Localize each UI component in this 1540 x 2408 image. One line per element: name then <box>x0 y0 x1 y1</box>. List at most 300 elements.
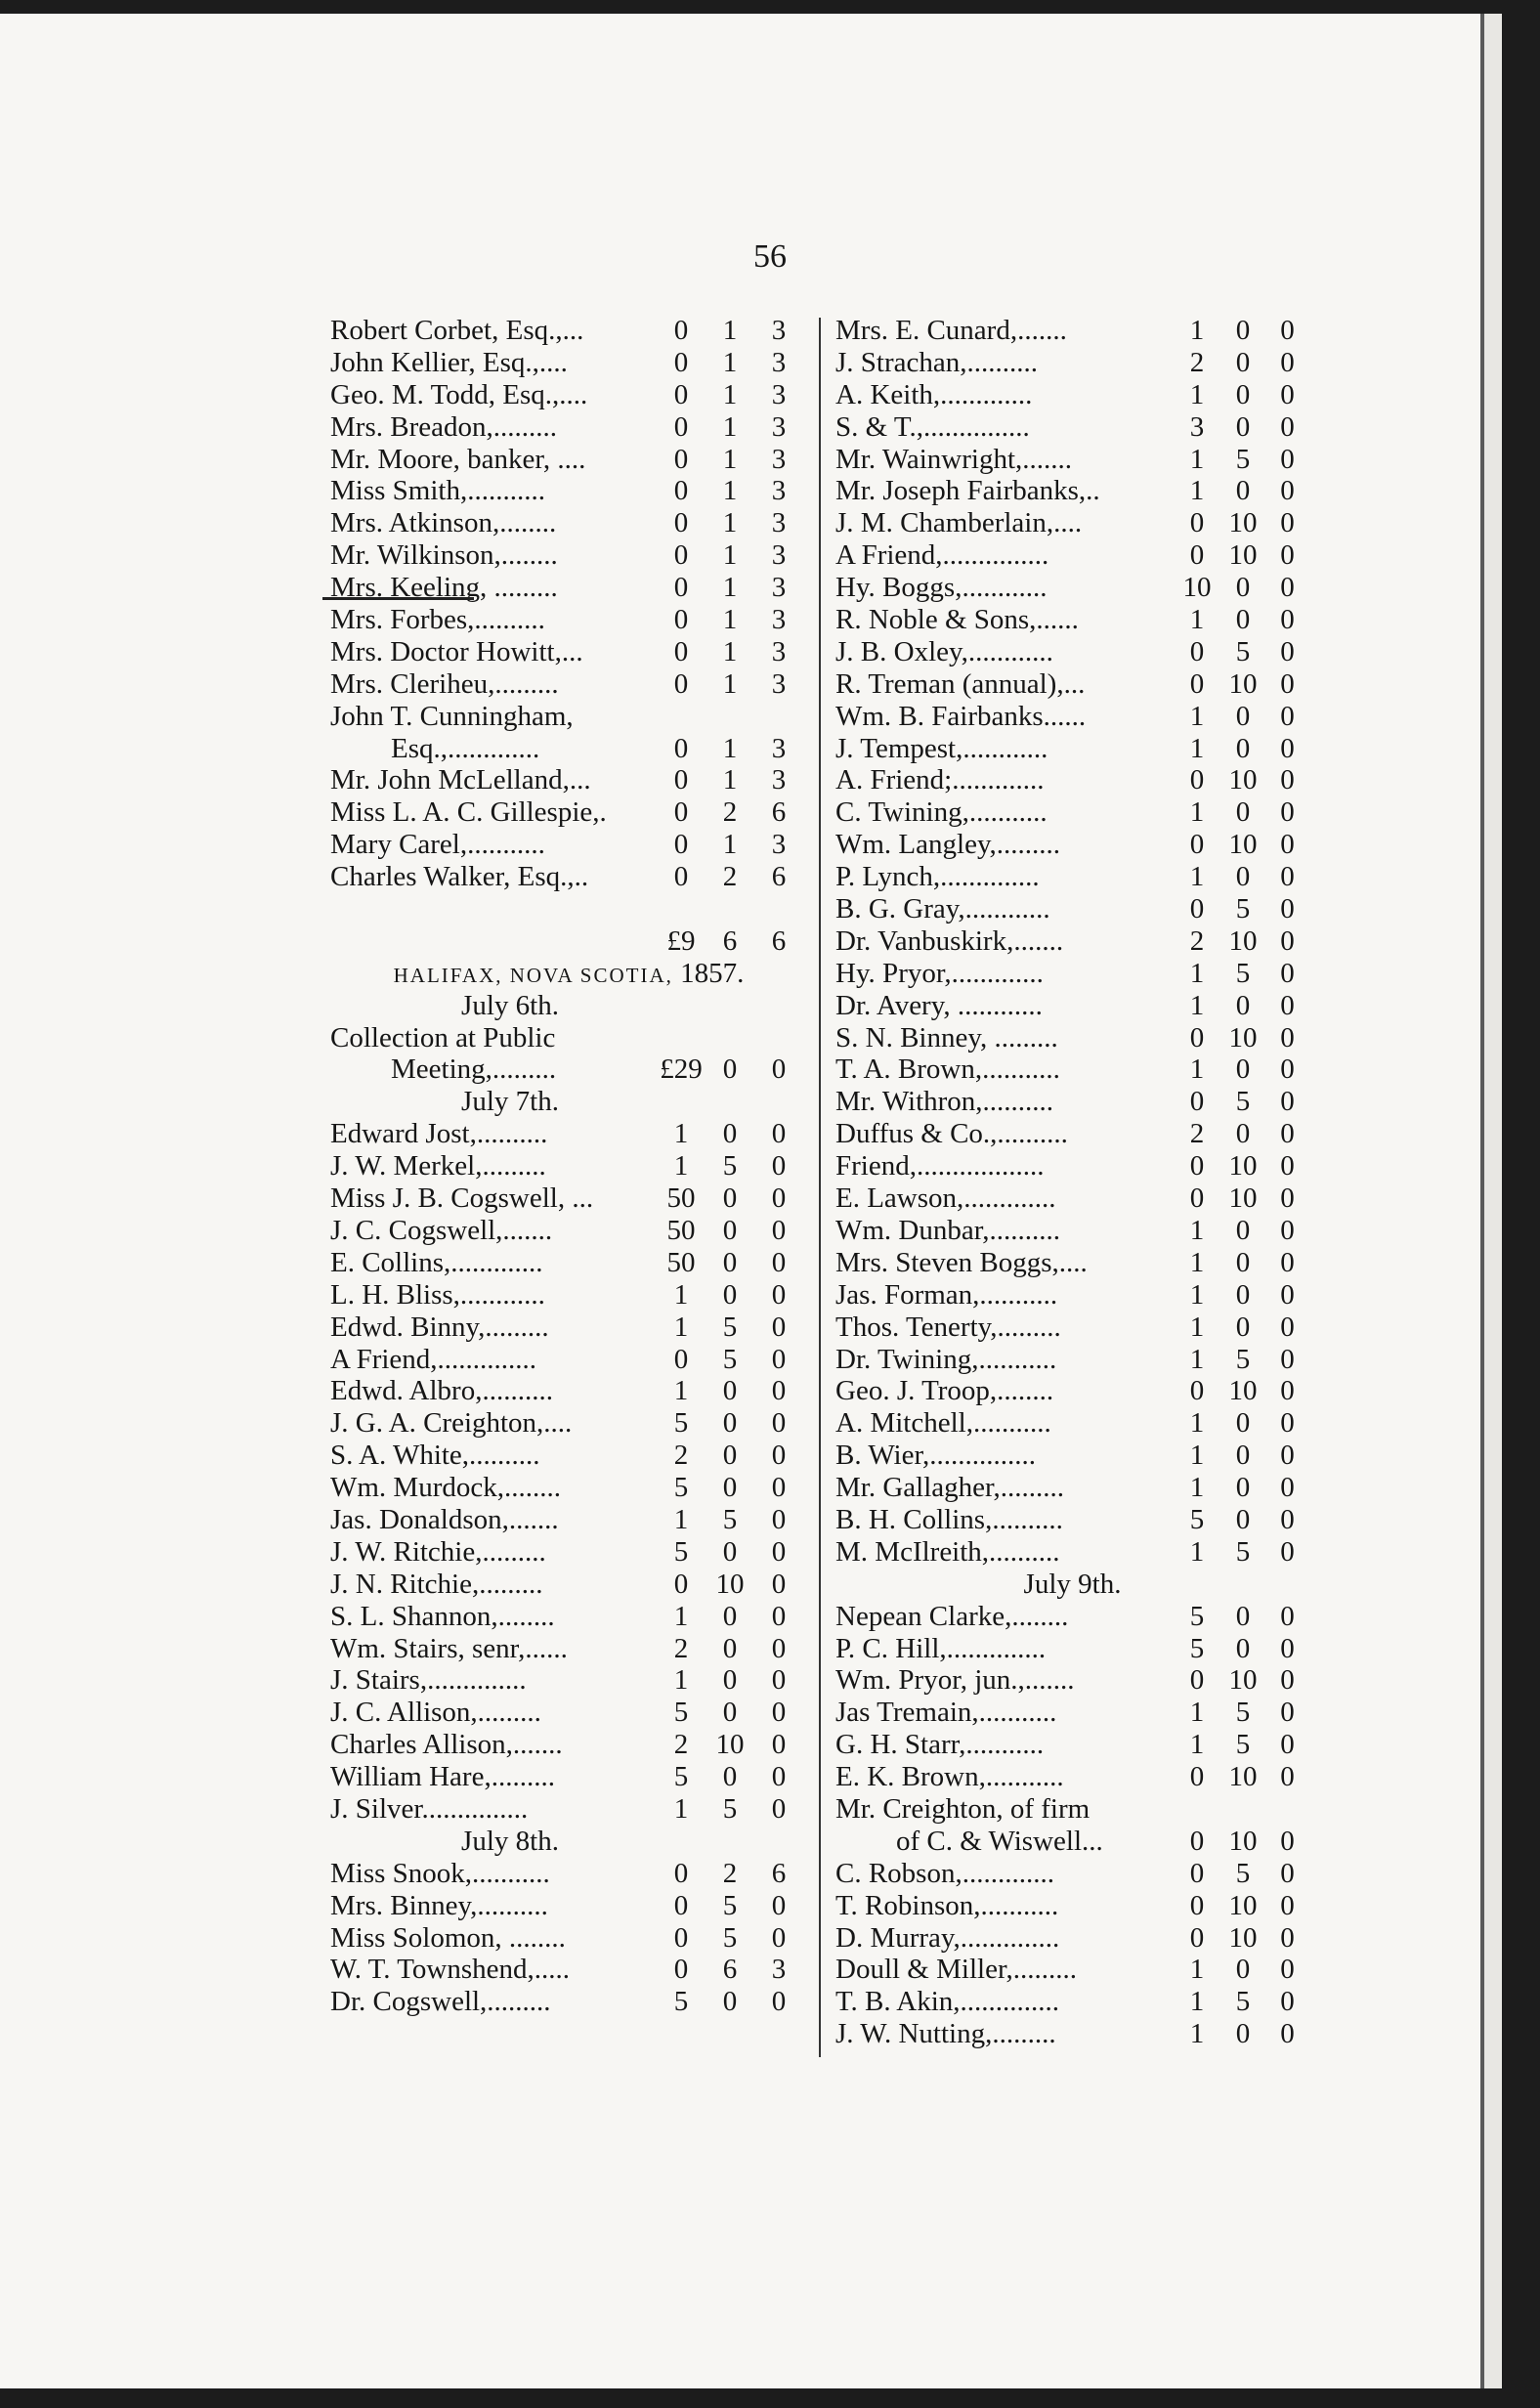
amount-pounds: 1 <box>1189 1214 1205 1246</box>
amount-pounds: 0 <box>673 604 689 636</box>
amount-pence: 0 <box>1280 1214 1295 1246</box>
amount-pence: 0 <box>771 1150 787 1182</box>
amount-pounds: 0 <box>1189 1375 1205 1407</box>
subscriber-name: Miss Snook,........... <box>330 1857 550 1889</box>
subscriber-name: Dr. Cogswell,......... <box>330 1986 551 2018</box>
amount-pounds: 1 <box>1189 700 1205 732</box>
subscriber-name: Mrs. Forbes,.......... <box>330 604 545 636</box>
amount-shillings: 2 <box>722 1857 738 1889</box>
amount-shillings: 5 <box>1235 893 1251 925</box>
amount-pence: 0 <box>1280 475 1295 507</box>
subscriber-name: P. C. Hill,.............. <box>835 1632 1047 1664</box>
subscriber-row <box>835 1312 1309 1344</box>
amount-pounds: 0 <box>673 410 689 443</box>
subscriber-row <box>330 411 807 444</box>
subscriber-row <box>330 444 807 476</box>
amount-shillings: 0 <box>722 1407 738 1440</box>
amount-pence: 0 <box>771 1278 787 1311</box>
amount-shillings: 10 <box>1228 764 1258 796</box>
amount-shillings: 10 <box>715 1729 745 1761</box>
amount-pounds: 0 <box>1189 1664 1205 1697</box>
subscriber-row <box>330 1858 807 1890</box>
amount-shillings: 5 <box>722 1311 738 1343</box>
amount-pence: 0 <box>1280 2018 1295 2050</box>
amount-pence: 0 <box>1280 1440 1295 1472</box>
amount-shillings: 0 <box>722 1535 738 1568</box>
amount-shillings: 6 <box>722 1954 738 1986</box>
amount-pence: 0 <box>1280 378 1295 410</box>
amount-shillings: 0 <box>722 1246 738 1278</box>
subscriber-name: J. C. Cogswell,....... <box>330 1214 553 1246</box>
amount-pounds: 1 <box>1189 1729 1205 1761</box>
amount-pounds: 1 <box>1189 1535 1205 1568</box>
amount-shillings: 0 <box>1235 1118 1251 1150</box>
amount-shillings: 1 <box>722 443 738 475</box>
amount-shillings: 5 <box>722 1889 738 1921</box>
subscriber-name: Collection at Public <box>330 1021 556 1054</box>
amount-shillings: 10 <box>1228 1921 1258 1954</box>
subscriber-row <box>330 925 807 958</box>
amount-shillings: 10 <box>1228 539 1258 572</box>
amount-shillings: 5 <box>722 1503 738 1535</box>
subscriber-name: Meeting,......... <box>391 1054 557 1086</box>
amount-pounds: 0 <box>673 667 689 700</box>
amount-pounds: 0 <box>1189 1889 1205 1921</box>
amount-shillings: 0 <box>722 1761 738 1793</box>
amount-pence: 0 <box>1280 989 1295 1021</box>
subscriber-row <box>835 1182 1309 1215</box>
amount-shillings: 1 <box>722 572 738 604</box>
amount-pounds: 2 <box>673 1440 689 1472</box>
amount-pounds: 0 <box>1189 1182 1205 1215</box>
subscriber-name: M. McIlreith,.......... <box>835 1535 1060 1568</box>
amount-pence: 6 <box>771 1857 787 1889</box>
subscriber-name: J. Strachan,.......... <box>835 346 1038 378</box>
amount-pence: 3 <box>771 1954 787 1986</box>
subscriber-name: A Friend,.............. <box>330 1343 537 1375</box>
amount-pence: 3 <box>771 315 787 346</box>
subscriber-name: Mr. John McLelland,... <box>330 764 591 796</box>
subscriber-name: S. & T.,............... <box>835 410 1030 443</box>
amount-pounds: 1 <box>1189 1407 1205 1440</box>
amount-shillings: 0 <box>1235 1632 1251 1664</box>
amount-pounds: 2 <box>1189 346 1205 378</box>
page-number: 56 <box>753 238 787 275</box>
amount-pence: 0 <box>1280 1472 1295 1504</box>
subscriber-name: T. A. Brown,........... <box>835 1054 1060 1086</box>
amount-pounds: 50 <box>666 1182 696 1215</box>
date-heading <box>330 990 807 1022</box>
amount-pounds: 1 <box>1189 1472 1205 1504</box>
subscriber-name: A. Mitchell,........... <box>835 1407 1051 1440</box>
amount-pence: 0 <box>1280 1664 1295 1697</box>
subscriber-row <box>835 444 1309 476</box>
amount-shillings: 0 <box>1235 1954 1251 1986</box>
subscriber-name: Wm. Pryor, jun.,....... <box>835 1664 1075 1697</box>
amount-shillings: 10 <box>1228 1182 1258 1215</box>
subscriber-row <box>835 1472 1309 1504</box>
amount-pence: 0 <box>1280 539 1295 572</box>
subscriber-name: J. W. Nutting,......... <box>835 2018 1056 2050</box>
amount-pounds: 1 <box>1189 1054 1205 1086</box>
amount-shillings: 5 <box>1235 957 1251 989</box>
subscriber-name: Duffus & Co.,.......... <box>835 1118 1068 1150</box>
amount-pence: 0 <box>1280 1921 1295 1954</box>
subscriber-name: Mrs. Cleriheu,......... <box>330 667 559 700</box>
amount-shillings: 0 <box>1235 1054 1251 1086</box>
amount-shillings: 0 <box>1235 1440 1251 1472</box>
amount-pence: 0 <box>1280 1021 1295 1054</box>
amount-pence: 0 <box>1280 1375 1295 1407</box>
amount-pounds: 0 <box>1189 1021 1205 1054</box>
subscriber-name: J. M. Chamberlain,.... <box>835 507 1083 539</box>
amount-pence: 0 <box>771 1729 787 1761</box>
amount-pence: 3 <box>771 764 787 796</box>
subscriber-row <box>330 1954 807 1986</box>
amount-shillings: 1 <box>722 507 738 539</box>
amount-shillings: 10 <box>1228 1664 1258 1697</box>
amount-pounds: £29 <box>660 1054 703 1086</box>
amount-pence: 3 <box>771 635 787 667</box>
amount-shillings: 0 <box>722 1054 738 1086</box>
amount-pounds: 5 <box>673 1535 689 1568</box>
subscriber-row <box>330 764 807 796</box>
amount-pounds: 1 <box>1189 796 1205 829</box>
amount-pence: 0 <box>771 1632 787 1664</box>
subscriber-row <box>835 1922 1309 1955</box>
amount-pence: 0 <box>1280 1118 1295 1150</box>
subscriber-row <box>835 1504 1309 1536</box>
subscriber-row <box>835 1890 1309 1922</box>
amount-shillings: 5 <box>1235 443 1251 475</box>
amount-pence: 0 <box>771 1664 787 1697</box>
subscriber-name: Mr. Joseph Fairbanks,.. <box>835 475 1100 507</box>
amount-shillings: 5 <box>1235 1857 1251 1889</box>
subscriber-name: Edwd. Albro,.......... <box>330 1375 553 1407</box>
subscriber-name: J. Silver............... <box>330 1792 529 1825</box>
amount-pounds: 1 <box>673 1150 689 1182</box>
amount-pence: 0 <box>771 1889 787 1921</box>
amount-pounds: 0 <box>673 443 689 475</box>
amount-shillings: 0 <box>1235 1214 1251 1246</box>
amount-shillings: 1 <box>722 667 738 700</box>
subscriber-row <box>330 315 807 347</box>
amount-pence: 0 <box>771 1535 787 1568</box>
subscriber-row <box>330 379 807 411</box>
amount-shillings: 1 <box>722 410 738 443</box>
amount-pence: 0 <box>1280 861 1295 893</box>
amount-pence: 0 <box>1280 1632 1295 1664</box>
date-heading-text: July 9th. <box>1023 1568 1122 1600</box>
subscriber-row <box>835 1858 1309 1890</box>
subscriber-row <box>330 475 807 507</box>
subscriber-row <box>330 1601 807 1633</box>
subscriber-row <box>835 701 1309 733</box>
amount-pence: 3 <box>771 346 787 378</box>
subscriber-name: A. Friend;............. <box>835 764 1045 796</box>
amount-shillings: 0 <box>722 1472 738 1504</box>
amount-pence: 3 <box>771 732 787 764</box>
subscriber-name: J. Stairs,.............. <box>330 1664 527 1697</box>
amount-pence: 0 <box>771 1246 787 1278</box>
amount-shillings: 1 <box>722 475 738 507</box>
subscriber-name: Doull & Miller,......... <box>835 1954 1077 1986</box>
amount-shillings: 0 <box>722 1600 738 1632</box>
subscriber-name: Friend,.................. <box>835 1150 1045 1182</box>
subscriber-name: J. N. Ritchie,......... <box>330 1568 543 1600</box>
amount-pounds: 1 <box>1189 1311 1205 1343</box>
amount-shillings: 5 <box>1235 635 1251 667</box>
amount-shillings: 0 <box>1235 378 1251 410</box>
amount-shillings: 0 <box>1235 1407 1251 1440</box>
amount-pence: 0 <box>1280 315 1295 346</box>
subscriber-row <box>835 1986 1309 2018</box>
subscriber-row <box>835 1826 1309 1858</box>
amount-pence: 0 <box>1280 1535 1295 1568</box>
subscriber-name: Wm. Stairs, senr,...... <box>330 1632 568 1664</box>
amount-pence: 3 <box>771 378 787 410</box>
amount-pence: 0 <box>771 1440 787 1472</box>
subscriber-name: William Hare,......... <box>330 1761 555 1793</box>
amount-pounds: 0 <box>673 732 689 764</box>
amount-pounds: 0 <box>673 346 689 378</box>
subscriber-row <box>835 764 1309 796</box>
subscriber-row <box>330 1793 807 1826</box>
amount-pounds: 1 <box>1189 1246 1205 1278</box>
amount-shillings: 10 <box>1228 1825 1258 1857</box>
subscriber-name: Jas. Forman,........... <box>835 1278 1058 1311</box>
amount-pence: 6 <box>771 796 787 829</box>
subscriber-name: S. N. Binney, ......... <box>835 1021 1058 1054</box>
subscriber-name: B. G. Gray,............ <box>835 893 1050 925</box>
amount-pounds: 1 <box>1189 1986 1205 2018</box>
amount-shillings: 10 <box>1228 829 1258 861</box>
amount-shillings: 1 <box>722 635 738 667</box>
subscriber-row <box>835 1407 1309 1440</box>
amount-shillings: 0 <box>1235 1503 1251 1535</box>
subscriber-row <box>330 1407 807 1440</box>
amount-pence: 0 <box>771 1407 787 1440</box>
amount-shillings: 1 <box>722 829 738 861</box>
location-year: 1857. <box>680 957 745 989</box>
amount-shillings: 2 <box>722 796 738 829</box>
amount-pence: 0 <box>771 1375 787 1407</box>
amount-pounds: 0 <box>1189 1825 1205 1857</box>
amount-shillings: 0 <box>722 1632 738 1664</box>
amount-pence: 0 <box>1280 764 1295 796</box>
amount-pence: 0 <box>1280 1278 1295 1311</box>
amount-pence: 0 <box>1280 346 1295 378</box>
subscriber-row <box>330 1504 807 1536</box>
amount-pounds: 0 <box>1189 1761 1205 1793</box>
subscriber-name: Mrs. Steven Boggs,.... <box>835 1246 1088 1278</box>
amount-pounds: 0 <box>1189 1857 1205 1889</box>
subscriber-row <box>835 668 1309 701</box>
amount-shillings: 5 <box>1235 1697 1251 1729</box>
subscriber-name: J. W. Ritchie,......... <box>330 1535 546 1568</box>
amount-pence: 0 <box>1280 604 1295 636</box>
subscriber-row <box>835 1022 1309 1054</box>
amount-pounds: 1 <box>1189 861 1205 893</box>
amount-pence: 0 <box>1280 700 1295 732</box>
subscriber-row <box>330 668 807 701</box>
amount-pence: 0 <box>1280 1086 1295 1118</box>
subscriber-name: R. Treman (annual),... <box>835 667 1086 700</box>
amount-pounds: 0 <box>673 1889 689 1921</box>
amount-pence: 0 <box>771 1182 787 1215</box>
amount-pounds: 0 <box>1189 1086 1205 1118</box>
subscriber-name: S. L. Shannon,........ <box>330 1600 555 1632</box>
subscriber-row <box>835 1793 1309 1826</box>
amount-pounds: 1 <box>1189 989 1205 1021</box>
subscriber-row <box>330 539 807 572</box>
date-heading-text: July 8th. <box>461 1825 559 1857</box>
amount-shillings: 10 <box>1228 507 1258 539</box>
subscriber-name: Geo. J. Troop,........ <box>835 1375 1054 1407</box>
amount-pounds: 0 <box>1189 507 1205 539</box>
subscriber-row <box>835 475 1309 507</box>
amount-pounds: 1 <box>1189 732 1205 764</box>
subscriber-name: Mrs. Breadon,......... <box>330 410 557 443</box>
amount-pounds: 0 <box>673 635 689 667</box>
subscriber-name: Edward Jost,.......... <box>330 1118 548 1150</box>
amount-pounds: 10 <box>1182 572 1212 604</box>
amount-pence: 0 <box>1280 1889 1295 1921</box>
subscriber-row <box>330 1890 807 1922</box>
amount-pounds: 2 <box>673 1729 689 1761</box>
amount-shillings: 0 <box>722 1118 738 1150</box>
amount-shillings: 0 <box>1235 475 1251 507</box>
subscriber-row <box>835 733 1309 765</box>
subscriber-name: J. Tempest,............ <box>835 732 1048 764</box>
amount-pence: 0 <box>771 1472 787 1504</box>
amount-pence: 0 <box>1280 410 1295 443</box>
subscriber-row <box>835 604 1309 636</box>
subscriber-row <box>835 347 1309 379</box>
amount-pounds: 1 <box>673 1664 689 1697</box>
subscriber-row <box>330 507 807 539</box>
amount-pence: 0 <box>1280 893 1295 925</box>
subscriber-name: C. Robson,............. <box>835 1857 1054 1889</box>
subscriber-name: Wm. Murdock,........ <box>330 1472 561 1504</box>
subscriber-name: E. K. Brown,........... <box>835 1761 1064 1793</box>
subscriber-row <box>330 733 807 765</box>
amount-shillings: 5 <box>1235 1343 1251 1375</box>
subscriber-name: T. Robinson,........... <box>835 1889 1059 1921</box>
subscriber-name: G. H. Starr,........... <box>835 1729 1045 1761</box>
subscriber-name: J. G. A. Creighton,.... <box>330 1407 573 1440</box>
subscriber-row <box>835 1247 1309 1279</box>
amount-pence: 3 <box>771 443 787 475</box>
subscriber-row <box>330 1536 807 1569</box>
amount-pence: 0 <box>1280 443 1295 475</box>
amount-shillings: 0 <box>1235 700 1251 732</box>
subscriber-name: Jas. Donaldson,....... <box>330 1503 559 1535</box>
subscriber-name: Mr. Moore, banker, .... <box>330 443 586 475</box>
amount-shillings: 0 <box>1235 1472 1251 1504</box>
subscriber-row <box>835 1664 1309 1697</box>
subscriber-row <box>330 604 807 636</box>
subscriber-name: Geo. M. Todd, Esq.,.... <box>330 378 588 410</box>
subscriber-name: John Kellier, Esq.,.... <box>330 346 568 378</box>
subscriber-row <box>835 539 1309 572</box>
amount-pence: 3 <box>771 507 787 539</box>
amount-pounds: 0 <box>1189 829 1205 861</box>
amount-shillings: 1 <box>722 315 738 346</box>
amount-shillings: 0 <box>1235 861 1251 893</box>
amount-shillings: 0 <box>1235 1311 1251 1343</box>
subscriber-row <box>330 636 807 668</box>
amount-shillings: 10 <box>1228 924 1258 957</box>
subscriber-name: E. Lawson,............. <box>835 1182 1056 1215</box>
location-text: HALIFAX, NOVA SCOTIA, <box>393 963 673 987</box>
subscriber-row <box>330 1054 807 1086</box>
subscriber-row <box>835 2018 1309 2050</box>
amount-pounds: 0 <box>673 1921 689 1954</box>
subscriber-row <box>330 1344 807 1376</box>
amount-pence: 0 <box>771 1568 787 1600</box>
subscriber-name: A. Keith,............. <box>835 378 1033 410</box>
amount-pounds: 0 <box>1189 539 1205 572</box>
subscriber-name: Miss L. A. C. Gillespie,. <box>330 796 607 829</box>
subscriber-row <box>330 1472 807 1504</box>
amount-pounds: 2 <box>1189 924 1205 957</box>
amount-pounds: 2 <box>673 1632 689 1664</box>
amount-pence: 0 <box>771 1792 787 1825</box>
subscriber-row <box>835 829 1309 861</box>
amount-pounds: 1 <box>673 1792 689 1825</box>
subscriber-name: W. T. Townshend,..... <box>330 1954 571 1986</box>
subscriber-row <box>835 1344 1309 1376</box>
amount-pounds: 1 <box>673 1375 689 1407</box>
subscriber-name: B. H. Collins,.......... <box>835 1503 1063 1535</box>
page-edge <box>1480 14 1502 2388</box>
subscriber-row <box>835 1375 1309 1407</box>
amount-pounds: 5 <box>1189 1503 1205 1535</box>
subscriber-name: Miss Solomon, ........ <box>330 1921 566 1954</box>
amount-pounds: 1 <box>1189 2018 1205 2050</box>
amount-pounds: 0 <box>673 572 689 604</box>
amount-shillings: 0 <box>1235 346 1251 378</box>
subscriber-row <box>330 1022 807 1054</box>
subscriber-row <box>330 1215 807 1247</box>
amount-pence: 0 <box>771 1214 787 1246</box>
amount-pence: 0 <box>1280 1311 1295 1343</box>
amount-pence: 6 <box>771 861 787 893</box>
amount-pence: 0 <box>771 1054 787 1086</box>
subscriber-row <box>330 1150 807 1182</box>
amount-shillings: 5 <box>1235 1086 1251 1118</box>
amount-pounds: 0 <box>673 764 689 796</box>
date-heading <box>330 1826 807 1858</box>
subscriber-name: Mrs. E. Cunard,....... <box>835 315 1067 346</box>
subscriber-row <box>330 1633 807 1665</box>
amount-pounds: 5 <box>1189 1632 1205 1664</box>
amount-pence: 0 <box>1280 1182 1295 1215</box>
subscriber-name: S. A. White,.......... <box>330 1440 540 1472</box>
amount-pence: 0 <box>771 1311 787 1343</box>
subscriber-name: J. C. Allison,......... <box>330 1697 541 1729</box>
subscriber-row <box>835 507 1309 539</box>
subscriber-row <box>835 1761 1309 1793</box>
amount-pounds: 0 <box>1189 893 1205 925</box>
amount-shillings: 0 <box>722 1182 738 1215</box>
subscriber-row <box>835 1729 1309 1761</box>
subscriber-row <box>835 893 1309 925</box>
subscriber-row <box>330 1118 807 1150</box>
amount-pounds: 2 <box>1189 1118 1205 1150</box>
subscriber-name: T. B. Akin,.............. <box>835 1986 1060 2018</box>
